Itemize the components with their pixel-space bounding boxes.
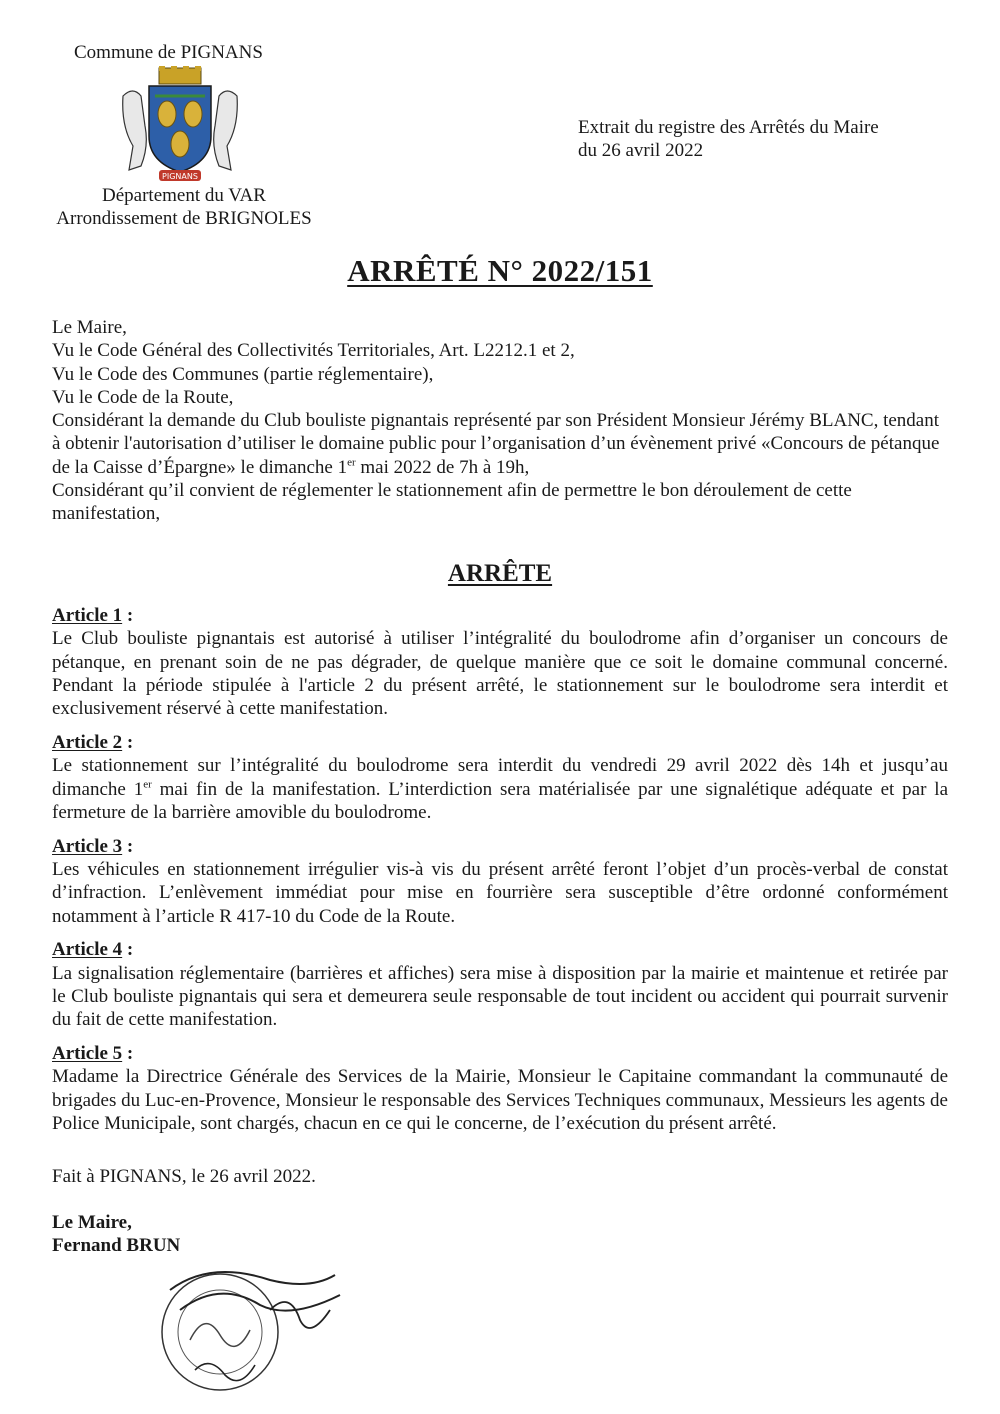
ordinal-suffix: er	[347, 456, 356, 469]
preamble-text: Considérant la demande du Club bouliste pignantais représenté par son Président Monsieur Jérémy BLANC, tendant à obtenir l'autorisation d’utiliser le domaine public pour l’organisation d’un évènement privé «Concours de pétanque de la Caisse d’Épargne» le dimanche 1	[52, 410, 940, 478]
article-title-text: Article 5	[52, 1043, 123, 1065]
article-text: mai fin de la manifestation. L’interdiction sera matérialisée par une signalétique adéquate et par la fermeture de la barrière amovible du boulodrome.	[52, 778, 949, 823]
article-body: Madame la Directrice Générale des Services de la Mairie, Monsieur le Capitaine commandant la communauté de brigades du Luc-en-Provence, Monsieur le responsable des Services Techniques communaux, Messieurs les agents de Police Municipale, sont chargés, chacun en ce qui le concerne, de l’exécution du présent arrêté.	[52, 1066, 948, 1134]
official-stamp-signature	[150, 1250, 350, 1400]
preamble-line: Vu le Code de la Route,	[52, 386, 234, 408]
article-text: Le stationnement sur l’intégralité du boulodrome sera interdit du vendredi 29 avril 2022 dès 14h et jusqu’au dimanche 1	[52, 755, 948, 800]
decision-heading-text: ARRÊTE	[447, 560, 553, 587]
preamble-considerant-1	[52, 409, 948, 479]
preamble-line: Vu le Code Général des Collectivités Territoriales, Art. L2212.1 et 2,	[52, 340, 575, 362]
ordinal-suffix: er	[143, 778, 152, 791]
coat-of-arms-icon	[115, 66, 245, 182]
article-2	[52, 731, 948, 824]
extract-line-1: Extrait du registre des Arrêtés du Maire	[578, 117, 879, 138]
article-4	[52, 938, 948, 1031]
article-1	[52, 604, 948, 720]
article-title	[52, 604, 948, 627]
article-title-text: Article 1	[52, 605, 123, 626]
preamble-line: Vu le Code des Communes (partie réglementaire),	[52, 363, 434, 385]
article-colon: :	[122, 939, 134, 961]
article-3	[52, 835, 948, 928]
article-title	[52, 835, 948, 858]
closing-line: Fait à PIGNANS, le 26 avril 2022.	[52, 1166, 316, 1187]
register-extract	[578, 116, 879, 162]
preamble-line: Le Maire,	[52, 317, 127, 338]
article-body: Le Club bouliste pignantais est autorisé à utiliser l’intégralité du boulodrome afin d’organiser un concours de pétanque, en prenant soin de ne pas dégrader, de quelque manière que ce soit le domaine communal concerné. Pendant la période stipulée à l'article 2 du présent arrêté, le stationnement sur le boulodrome sera interdit et exclusivement réservé à cette manifestation.	[52, 628, 948, 720]
article-body: La signalisation réglementaire (barrières et affiches) sera mise à disposition par la mairie et maintenue et retirée par le Club bouliste pignantais qui sera et demeurera seule responsable de tout incident ou accident qui pourrait survenir du fait de cette manifestation.	[52, 962, 948, 1031]
article-title-text: Article 2	[52, 731, 123, 753]
extract-line-2: du 26 avril 2022	[578, 140, 704, 161]
department-name: Département du VAR	[102, 185, 266, 206]
decree-title	[0, 253, 1000, 289]
preamble-considerant-2: Considérant qu’il convient de réglementer le stationnement afin de permettre le bon déroulement de cette manifestation,	[52, 480, 852, 525]
arrondissement-name: Arrondissement de BRIGNOLES	[56, 208, 312, 229]
decision-heading	[0, 560, 1000, 588]
article-body	[52, 754, 948, 824]
article-title	[52, 938, 948, 961]
article-colon: :	[122, 835, 134, 857]
article-colon: :	[122, 731, 134, 753]
preamble-text: mai 2022 de 7h à 19h,	[355, 456, 530, 478]
signatory-name: Fernand BRUN	[52, 1235, 181, 1256]
article-title	[52, 1042, 948, 1065]
article-title	[52, 731, 948, 754]
articles-list	[52, 604, 948, 1146]
crest-ribbon-label: PIGNANS	[162, 172, 198, 181]
article-5	[52, 1042, 948, 1135]
article-colon: :	[122, 605, 134, 626]
article-body: Les véhicules en stationnement irrégulier vis-à vis du présent arrêté feront l’objet d’un procès-verbal de constat d’infraction. L’enlèvement immédiat pour mise en fourrière sera susceptible d’être ordonné conformément notamment à l’article R 417-10 du Code de la Route.	[52, 858, 948, 927]
article-title-text: Article 3	[52, 835, 123, 857]
decree-title-text: ARRÊTÉ N° 2022/151	[347, 253, 653, 288]
department-block	[50, 184, 318, 230]
commune-name: Commune de PIGNANS	[74, 42, 263, 63]
article-colon: :	[122, 1043, 134, 1065]
signatory-role: Le Maire,	[52, 1212, 132, 1233]
article-title-text: Article 4	[52, 939, 123, 961]
preamble	[52, 316, 948, 526]
